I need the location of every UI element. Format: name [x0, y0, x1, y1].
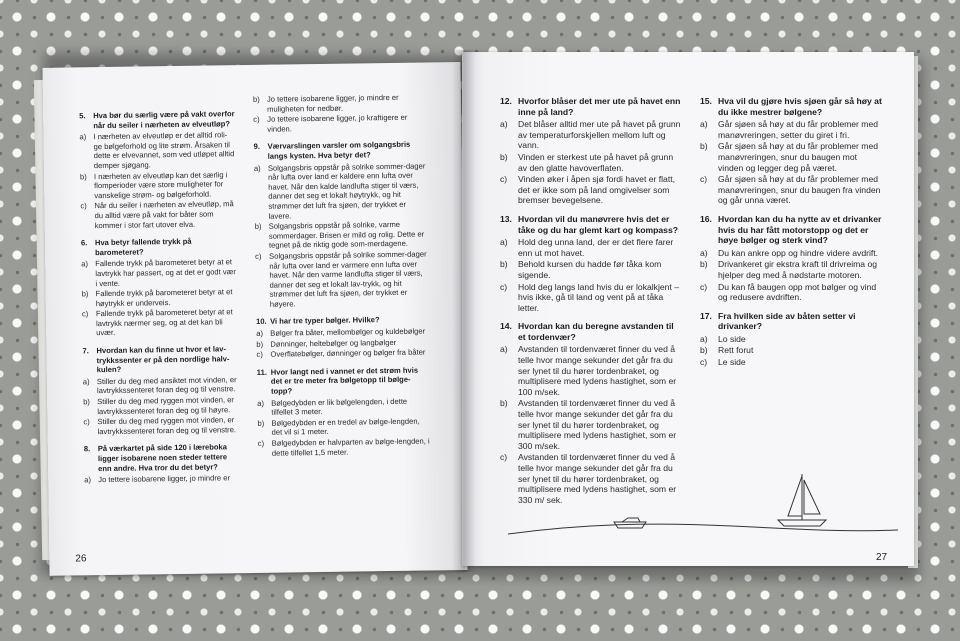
answer-option: [254, 161, 427, 221]
option-letter: a): [79, 132, 87, 142]
question-number: 13.: [500, 213, 512, 224]
option-letter: a): [82, 377, 90, 387]
option-letter: c): [253, 115, 260, 125]
option-text: Stiller du deg med ryggen mot vinden, er lavtrykkssenteret foran deg og til høyre.: [97, 395, 234, 416]
right-page: [462, 52, 914, 566]
answer-option: [700, 282, 884, 303]
option-text: I nærheten av elveutløp er det alltid roli-ge bølgeforhold og lite strøm. Årsaken til dette er elvevannet, som ved utløpet alltid demper sjøgang.: [93, 130, 235, 171]
question-block: [700, 311, 884, 368]
option-letter: b): [254, 221, 262, 232]
option-letter: b): [700, 259, 708, 270]
question-block: [253, 93, 426, 135]
option-letter: a): [500, 237, 508, 248]
question-number: 10.: [255, 317, 267, 327]
question-text: Hvordan vil du manøvrere hvis det er tåke og du har glemt kart og kompass?: [518, 213, 678, 235]
answer-option: [258, 436, 430, 458]
right-column-1: [500, 96, 682, 513]
question-text: Hvorfor blåser det mer ute på havet enn inne på land?: [518, 96, 681, 117]
option-letter: b): [500, 398, 508, 409]
question-block: [81, 236, 238, 338]
answer-option: [82, 287, 238, 308]
answer-option: [700, 357, 884, 368]
answer-option: [500, 398, 682, 451]
option-letter: b): [700, 141, 708, 152]
question-heading: [500, 96, 682, 117]
option-text: Bølgedybden er lik bølgelengden, i dette tilfellet 3 meter.: [271, 396, 408, 417]
left-column-2: [253, 93, 430, 467]
option-letter: b): [252, 94, 260, 104]
option-letter: a): [256, 328, 264, 338]
option-text: Stiller du deg med ryggen mot vinden, er lavtrykkssenteret foran deg og til venstre.: [97, 415, 237, 436]
question-number: 17.: [700, 310, 712, 321]
question-heading: [500, 321, 682, 342]
option-letter: b): [500, 151, 508, 162]
answer-option: [253, 113, 425, 135]
option-text: Går sjøen så høy at du får problemer med manøvreringen, snur du baugen mot vinden og legger deg på været.: [718, 141, 879, 173]
option-text: Jo tettere isobarene ligger, jo mindre er: [98, 473, 231, 485]
option-letter: a): [84, 475, 92, 485]
answer-option: [83, 395, 239, 416]
option-text: Solgangsbris oppstår på solrike, varme sommerdager. Brisen er mild og rolig. Dette er tegnet på de riktig gode som-merdagene.: [268, 220, 425, 251]
page-number-left: 26: [75, 553, 87, 565]
option-text: Vinden øker i åpen sjø fordi havet er flatt, det er ikke som på land omgivelser som bremser bevegelsene.: [518, 174, 675, 206]
question-number: 14.: [500, 321, 512, 332]
option-text: Når du seiler i nærheten av elveutløp, må du alltid være på vakt for båter som kommer i stor fart utover elva.: [94, 199, 234, 230]
option-letter: c): [500, 452, 508, 463]
option-text: Jo tettere isobarene ligger, jo kraftigere er vinden.: [267, 112, 408, 134]
option-text: Avstanden til tordenværet finner du ved å telle hvor mange sekunder det går fra du ser lynet til du hører tordenbraket, og multiplisere med lydens hastighet, som er 330 m/ sek.: [518, 452, 677, 505]
option-text: I nærheten av elveutløp kan det særlig i flomperioder være store muligheter for vanskelige strøm- og bølgeforhold.: [93, 169, 228, 200]
answer-option: [500, 119, 682, 151]
question-text: Vi har tre typer bølger. Hvilke?: [269, 315, 380, 327]
question-text: På værkartet på side 120 i læreboka ligger isobarene noen steder tettere enn andre. Hva tror du det betyr?: [97, 442, 228, 473]
answer-option: [83, 375, 239, 396]
option-text: Lo side: [718, 333, 746, 344]
option-text: Bølger fra båter, mellombølger og kuldebølger: [270, 326, 426, 338]
option-letter: c): [83, 417, 90, 427]
option-letter: b): [700, 345, 708, 356]
option-letter: a): [500, 119, 508, 130]
question-number: 16.: [700, 213, 712, 224]
question-text: Hvordan kan du beregne avstanden til et tordenvær?: [518, 321, 674, 342]
question-block: [700, 214, 884, 303]
answer-option: [500, 282, 682, 314]
option-letter: c): [257, 438, 265, 448]
question-block: [500, 214, 682, 313]
option-text: Le side: [718, 357, 746, 368]
option-text: Avstanden til tordenværet finner du ved å telle hvor mange sekunder det går fra du ser lynet til du hører tordenbraket, og multiplisere med lydens hastighet, som er 300 m/sek.: [518, 398, 677, 451]
page-number-right: 27: [876, 552, 888, 563]
option-letter: b): [81, 289, 89, 299]
option-letter: c): [80, 201, 87, 211]
option-text: Drivankeret gir ekstra kraft til drivreima og hjelper deg med å nødstarte motoren.: [718, 259, 878, 280]
answer-option: [700, 345, 884, 356]
option-text: Det blåser alltid mer ute på havet på grunn av temperaturforskjellen mellom luft og vann.: [518, 119, 681, 151]
question-heading: [81, 236, 237, 257]
question-number: 12.: [500, 96, 512, 106]
option-text: Hold deg langs land hvis du er lokalkjent – hvis ikke, gå til land og vent på at tåka letter.: [518, 281, 679, 313]
question-heading: [700, 96, 884, 117]
option-text: Dønninger, heltebølger og langbølger: [270, 337, 397, 349]
question-number: 7.: [82, 346, 89, 356]
option-text: Overflatebølger, dønninger og bølger fra båter: [270, 347, 426, 359]
option-text: Bølgedybden er en tredel av bølge-lengden, det vil si 1 meter.: [271, 416, 420, 438]
question-heading: [256, 315, 428, 327]
question-heading: [84, 443, 240, 474]
option-text: Rett forut: [718, 345, 754, 356]
option-text: Hold deg unna land, der er det flere farer enn ut mot havet.: [518, 237, 674, 258]
answer-option: [81, 257, 237, 288]
right-column-2: [700, 96, 884, 376]
answer-option: [257, 416, 429, 438]
option-text: Du kan ankre opp og hindre videre avdrift.: [718, 247, 879, 258]
question-block: [254, 140, 428, 309]
option-letter: c): [256, 350, 263, 360]
option-letter: b): [256, 339, 264, 349]
option-text: Går sjøen så høy at du får problemer med manøvreringen, setter du giret i fri.: [718, 119, 879, 140]
question-block: [84, 443, 241, 486]
answer-option: [500, 174, 682, 206]
answer-option: [700, 141, 884, 173]
question-heading: [254, 140, 426, 162]
question-number: 9.: [253, 142, 261, 152]
answer-option: [80, 170, 236, 201]
question-block: [79, 109, 237, 230]
question-number: 8.: [83, 444, 91, 454]
left-column-1: [79, 109, 240, 493]
option-letter: a): [253, 163, 261, 173]
question-block: [500, 96, 682, 206]
answer-option: [80, 200, 236, 231]
question-heading: [700, 311, 884, 332]
left-page: [42, 62, 467, 576]
option-text: Solgangsbris oppstår på solrike sommer-dager når lufta over land er kaldere enn lufta over havet. Når den kalde landlufta stiger til værs, danner det seg et lokalt høytrykk, og hit strømmer det luft fra sjøen, der trykket er lavere.: [267, 161, 426, 221]
answer-option: [79, 130, 236, 171]
question-heading: [257, 365, 429, 396]
book-gutter: [452, 50, 476, 572]
answer-option: [500, 259, 682, 280]
question-text: Hva bør du særlig være på vakt overfor når du seiler i nærheten av elveutløp?: [93, 109, 235, 130]
answer-option: [84, 473, 240, 485]
answer-option: [255, 249, 428, 309]
question-number: 11.: [256, 367, 267, 377]
answer-option: [82, 307, 238, 338]
option-text: Avstanden til tordenværet finner du ved å telle hvor mange sekunder det går fra du ser lynet til du hører tordenbraket, og multiplisere med lydens hastighet, som er 100 m/sek.: [518, 344, 677, 397]
option-text: Du kan få baugen opp mot bølger og vind og redusere avdriften.: [718, 281, 877, 303]
option-letter: c): [500, 174, 508, 185]
option-letter: c): [700, 357, 708, 368]
answer-option: [257, 396, 429, 418]
option-letter: a): [500, 344, 508, 355]
question-number: 5.: [79, 111, 86, 121]
question-text: Hva betyr fallende trykk på barometeret?: [94, 236, 192, 257]
question-text: Hvordan kan du ha nytte av et drivanker hvis du har fått motorstopp og det er høye bølger og sterk vind?: [718, 213, 882, 246]
option-text: Fallende trykk på barometeret betyr at et høytrykk er underveis.: [95, 287, 233, 308]
question-number: 6.: [80, 238, 88, 248]
question-text: Hvordan kan du finne ut hvor et lav-trykkssenter er på den nordlige halv-kulen?: [96, 344, 230, 375]
option-text: Fallende trykk på barometeret betyr at et lavtrykk nærmer seg, og at det kan bli uvær.: [95, 307, 233, 338]
answer-option: [500, 344, 682, 397]
question-heading: [700, 214, 884, 246]
question-heading: [79, 109, 235, 130]
answer-option: [700, 248, 884, 259]
option-letter: c): [700, 281, 708, 292]
option-letter: a): [700, 333, 708, 344]
answer-option: [500, 237, 682, 258]
sailboat-illustration: [502, 472, 902, 552]
answer-option: [700, 119, 884, 140]
answer-option: [700, 174, 884, 206]
answer-option: [253, 93, 425, 115]
option-letter: b): [257, 418, 265, 428]
option-text: Vinden er sterkest ute på havet på grunn av den glatte havoverflaten.: [518, 151, 674, 173]
option-text: Fallende trykk på barometeret betyr at et lavtrykk har passert, og at det er godt vær i vente.: [95, 257, 236, 288]
option-letter: b): [83, 397, 90, 407]
question-text: Hva vil du gjøre hvis sjøen går så høy at du ikke mestrer bølgene?: [718, 96, 882, 117]
question-block: [700, 96, 884, 206]
question-text: Hvor langt ned i vannet er det strøm hvis det er tre meter fra bølgetopp til bølge-topp?: [270, 365, 419, 396]
option-text: Går sjøen så høy at du får problemer med manøvreringen, snur du baugen fra vinden og går unna været.: [718, 174, 881, 206]
answer-option: [256, 348, 428, 360]
option-letter: a): [700, 119, 708, 130]
option-letter: c): [700, 174, 708, 185]
question-heading: [82, 344, 238, 375]
question-text: Værvarslingen varsler om solgangsbris langs kysten. Hva betyr det?: [267, 140, 411, 161]
option-letter: b): [500, 259, 508, 270]
option-letter: a): [700, 247, 708, 258]
option-letter: c): [255, 251, 262, 261]
question-heading: [500, 214, 682, 235]
answer-option: [700, 259, 884, 280]
option-letter: a): [81, 259, 89, 269]
answer-option: [700, 334, 884, 345]
question-block: [82, 344, 239, 437]
option-text: Stiller du deg med ansiktet mot vinden, er lavtrykkssenteret foran deg og til venstre.: [96, 375, 237, 396]
option-text: Solgangsbris oppstår på solrike sommer-dager når lufta over land er varmere enn lufta over havet. Når den varme landlufta stiger til værs, danner det seg et lokalt lav-trykk, og hit strømmer det luft fra sjøen, der trykket er høyere.: [269, 249, 427, 309]
question-block: [257, 365, 430, 458]
answer-option: [255, 220, 427, 251]
option-letter: b): [79, 171, 87, 181]
option-letter: c): [500, 281, 508, 292]
option-text: Bølgedybden er halvparten av bølge-lengden, i dette tilfellet 1,5 meter.: [271, 436, 430, 458]
question-text: Fra hvilken side av båten setter vi drivanker?: [718, 310, 856, 332]
option-letter: c): [81, 309, 89, 319]
question-block: [256, 315, 429, 360]
answer-option: [500, 152, 682, 173]
option-text: Behold kursen du hadde før tåka kom sigende.: [518, 259, 662, 280]
option-text: Jo tettere isobarene ligger, jo mindre er muligheten for nedbør.: [266, 92, 399, 114]
option-letter: a): [257, 398, 265, 408]
question-number: 15.: [700, 96, 712, 106]
answer-option: [83, 415, 239, 436]
